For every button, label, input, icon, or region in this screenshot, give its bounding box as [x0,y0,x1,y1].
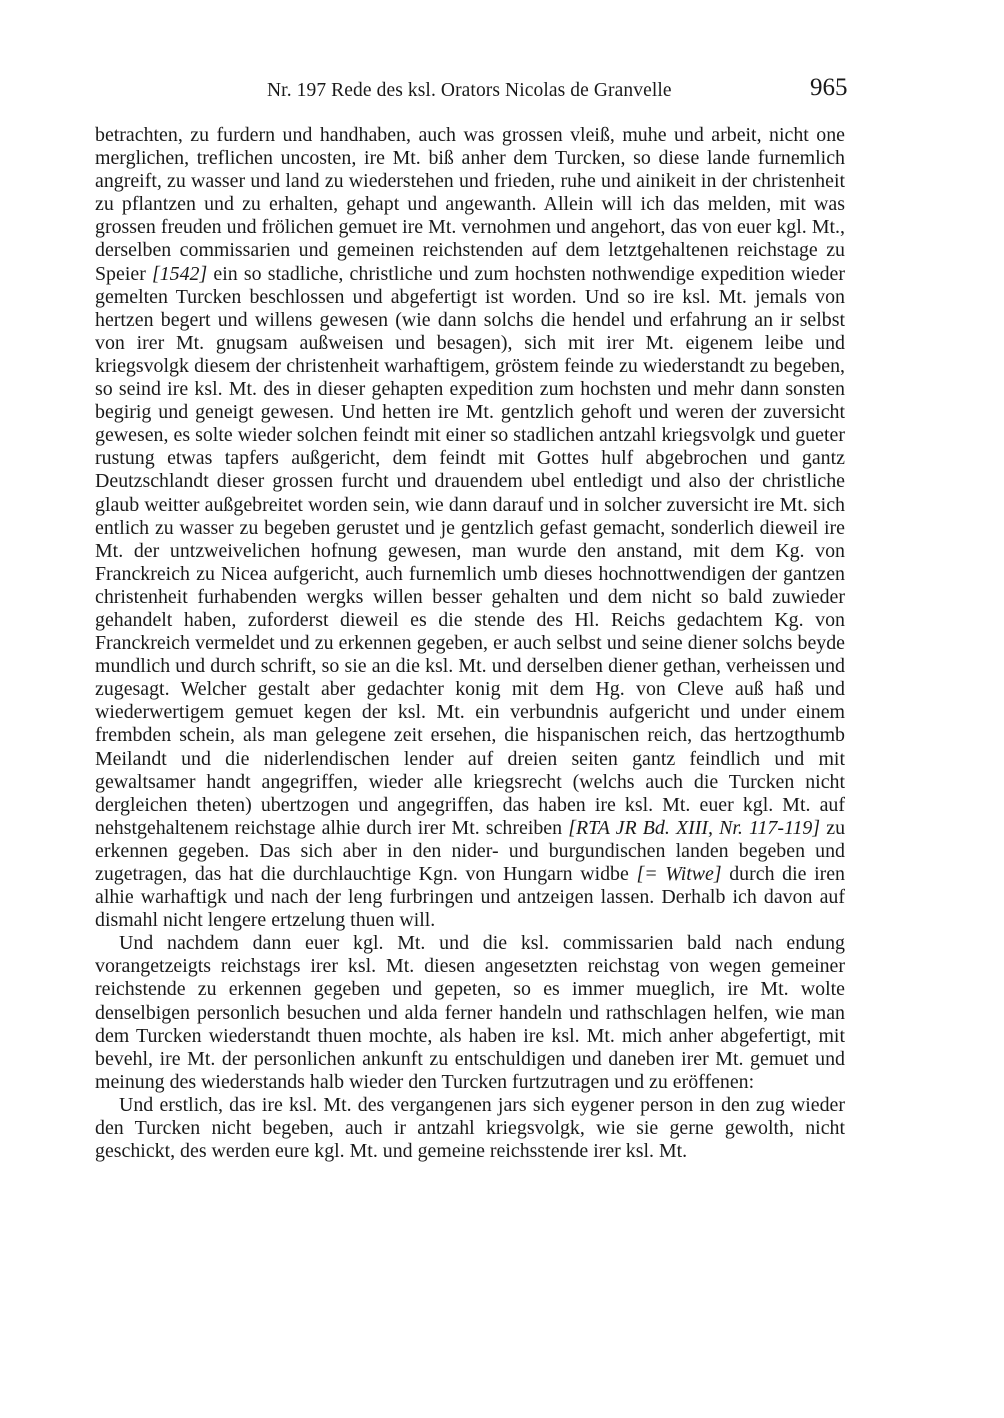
text-run: durch die iren alhie warhaftigk und nach der leng furbringen und antzeigen lassen. Derhalb ich davon auf dismahl nicht lengere ertzelung thuen will. [95,863,846,932]
text-run: betrachten, zu furdern und handhaben, auch was grossen vleiß, muhe und arbeit, nicht one merglichen, treflichen uncosten, ire Mt. biß anher dem Turcken, so diese lande furnemlich angreift, zu wasser und land zu wiederstehen und frieden, ruhe und ainikeit in der christenheit zu pflantzen und zu erhalten, gehapt und angewanth. Allein will ich das melden, mit was grossen freuden und frölichen gemuet ire Mt. vernohmen und angehort, das von euer kgl. Mt., derselben commissarien und gemeinen reichstenden auf dem letztgehaltenen reichstage zu Speier [95,124,845,285]
text-run: ein so stadliche, christliche und zum hochsten nothwendige expedition wieder gemelten Turcken beschlossen und abgefertigt ist worden. Und so ire ksl. Mt. jemals von hertzen begert und willens gewesen (wie dann solchs die hendel und erfahrung an ir selbst von irer Mt. gnugsam außweisen und besagen), sich mit irer Mt. eigenem leibe und kriegsvolgk diesem der christenheit warhaftigem, gröstem feinde zu wiederstandt zu begeben, so seind ire ksl. Mt. des in dieser gehapten expedition zum hochsten und mehr dann sonsten begirig und geneigt gewesen. Und hetten ire Mt. gentzlich gehoft und weren der zuversicht gewesen, es solte wieder solchen feindt mit einer so stadlichen antzahl kriegsvolgk und gueter rustung etwas tapfers außgericht, dem feindt mit Gottes hulf abgebrochen und gantz Deutzschlandt dieser grossen furcht und drauendem ubel entledigt und also der christliche glaub weitter außgebreitet worden sein, wie dann darauf und in solcher zuversicht ire Mt. sich entlich zu wasser zu begeben gerustet und je gentzlich gefast gemacht, sonderlich dieweil ire Mt. der untzweivelichen hofnung gewesen, man wurde den anstand, mit dem Kg. von Franckreich zu Nicea aufgericht, auch furnemlich umb dieses hochnottwendigen der gantzen christenheit furhabenden wergks willen besser gehalten und dem nicht so bald zuwieder gehandelt haben, zuforderst dieweil es die stende des Hl. Reichs gedachtem Kg. von Franckreich vermeldet und zu erkennen gegeben, er auch selbst und seine diener solchs beyde mundlich und durch schrift, so sie an die ksl. Mt. und derselben diener gethan, verheissen und zugesagt. Welcher gestalt aber gedachter konig mit dem Hg. von Cleve auß haß und wiederwertigem gemuet kegen der ksl. Mt. ein verbundnis aufgericht und under einem frembden schein, als man gelegene zeit ersehen, die hispanischen reich, das hertzogthumb Meilandt und die niderlendischen lender auf dreien seiten gantz feindlich und mit gewaltsamer handt angegriffen, wieder alle kriegsrecht (welchs auch die Turcken nicht dergleichen theten) ubertzogen und angegriffen, das haben ire ksl. Mt. euer kgl. Mt. auf nehstgehaltenem reichstage alhie durch irer Mt. schreiben [95,262,845,839]
running-title: Nr. 197 Rede des ksl. Orators Nicolas de Granvelle [267,80,672,101]
paragraph [95,932,845,1094]
editorial-note: [= Witwe] [636,863,722,885]
paragraph [95,1094,845,1163]
running-header [95,74,848,108]
text-run: Und nachdem dann euer kgl. Mt. und die ksl. commissarien bald nach endung vorangetzeigts reichstags irer ksl. Mt. diesen angesetzten reichstag von wegen gemeiner reichstende zu erkennen gegeben und gepeten, so es immer mueglich, ire Mt. wolte denselbigen personlich besuchen und alda ferner handeln und rathschlagen helfen, wie man dem Turcken wiederstandt thuen mochte, als haben ire ksl. Mt. mich anher abgefertigt, mit bevehl, ire Mt. der personlichen ankunft zu entschuldigen und daneben irer Mt. gemuet und meinung des wiederstands halb wieder den Turcken furtzutragen und zu eröffenen: [95,932,845,1093]
editorial-citation: [1542] [151,262,208,285]
text-run: Und erstlich, das ire ksl. Mt. des vergangenen jars sich eygener person in den zug wieder den Turcken nicht begeben, auch ir antzahl kriegsvolgk, wie sie gerne gewolth, nicht geschickt, des werden eure kgl. Mt. und gemeine reichsstende irer ksl. Mt. [95,1093,845,1163]
body-text [95,124,845,1163]
paragraph [95,124,845,932]
page-number: 965 [810,74,848,101]
text-run: zu erkennen gegeben. Das sich aber in den nider- und burgundischen landen begeben und zugetragen, das hat die durchlauchtige Kgn. von Hungarn widbe [95,816,846,885]
editorial-citation: [RTA JR Bd. XIII, Nr. 117-119] [568,816,821,839]
